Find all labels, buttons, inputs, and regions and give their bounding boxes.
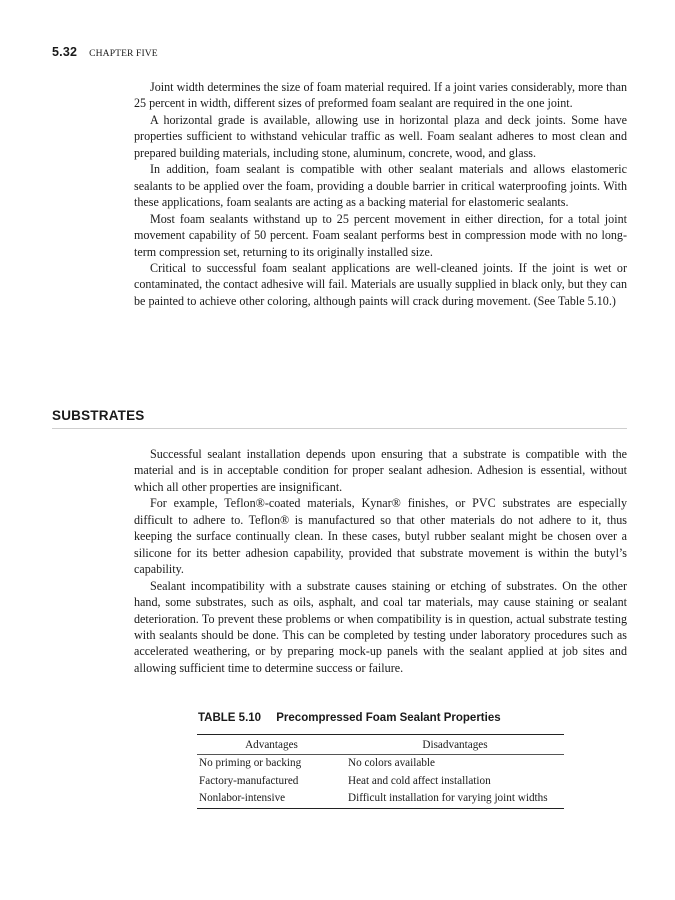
paragraph: Critical to successful foam sealant applications are well-cleaned joints. If the joint is wet or contaminated, the contact adhesive will fail. Materials are usually supplied in black only, but they can be painted to achieve other coloring, although paints will crack during movement. (See Table 5.10.) bbox=[134, 260, 627, 308]
table-cell: Factory-manufactured bbox=[199, 774, 299, 787]
paragraph: Sealant incompatibility with a substrate causes staining or etching of substrates. On the other hand, some substrates, such as oils, asphalt, and coal tar materials, may cause staining or sealant deterioration. To prevent these problems or when compatibility is in question, actual substrate testing with sealants should be done. This can be completed by testing under laboratory procedures such as accelerated weathering, or by preparing mock-up panels with the sealant applied at job sites and allowing sufficient time to determine success or failure. bbox=[134, 578, 627, 675]
paragraph: For example, Teflon®-coated materials, Kynar® finishes, or PVC substrates are especially difficult to adhere to. Teflon® is manufactured so that other materials do not adhere to it, thus keeping the surface continually clean. In these cases, butyl rubber sealant might be chosen over a silicone for its better adhesion capability, provided that substrate movement is within the butyl’s capability. bbox=[134, 496, 627, 577]
section-heading-substrates: SUBSTRATES bbox=[52, 408, 627, 429]
table-caption bbox=[198, 712, 501, 724]
paragraph: A horizontal grade is available, allowing use in horizontal plaza and deck joints. Some have properties sufficient to withstand vehicular traffic as well. Foam sealant adheres to most clean and prepared building materials, including stone, aluminum, concrete, wood, and glass. bbox=[134, 112, 627, 160]
table-title: Precompressed Foam Sealant Properties bbox=[276, 712, 501, 724]
column-header-disadvantages: Disadvantages bbox=[346, 735, 564, 755]
substrates-section bbox=[134, 446, 627, 676]
table-cell: Heat and cold affect installation bbox=[348, 774, 491, 787]
table-row bbox=[197, 755, 564, 773]
table-cell: No priming or backing bbox=[199, 757, 302, 769]
running-header bbox=[52, 45, 158, 59]
foam-sealant-section bbox=[134, 79, 627, 309]
table-row bbox=[197, 773, 564, 791]
paragraph: In addition, foam sealant is compatible with other sealant materials and allows elastomeric sealants to be applied over the foam, providing a double barrier in critical waterproofing joints. With these applications, foam sealants are acting as a backing material for elastomeric sealants. bbox=[134, 162, 627, 210]
table-cell: Nonlabor-intensive bbox=[197, 790, 346, 808]
foam-sealant-properties-table bbox=[197, 734, 564, 809]
page-number: 5.32 bbox=[52, 45, 78, 59]
paragraph: Successful sealant installation depends upon ensuring that a substrate is compatible with the material and is in acceptable condition for proper sealant adhesion. Adhesion is essential, without which all other properties are insignificant. bbox=[134, 447, 627, 494]
paragraph: Most foam sealants withstand up to 25 percent movement in either direction, for a total joint movement capability of 50 percent. Foam sealant performs best in compression mode with no long-term compression set, returning to its originally installed size. bbox=[134, 211, 627, 259]
table-header-row bbox=[197, 735, 564, 755]
chapter-title: CHAPTER FIVE bbox=[89, 48, 158, 59]
table-cell: No colors available bbox=[348, 757, 435, 769]
column-header-advantages: Advantages bbox=[197, 735, 346, 755]
paragraph: Joint width determines the size of foam material required. If a joint varies considerably, more than 25 percent in width, different sizes of preformed foam sealant are required in the one joint. bbox=[134, 80, 627, 111]
table-number: TABLE 5.10 bbox=[198, 712, 262, 724]
table-row bbox=[197, 790, 564, 808]
table-cell: Difficult installation for varying joint widths bbox=[346, 790, 564, 808]
